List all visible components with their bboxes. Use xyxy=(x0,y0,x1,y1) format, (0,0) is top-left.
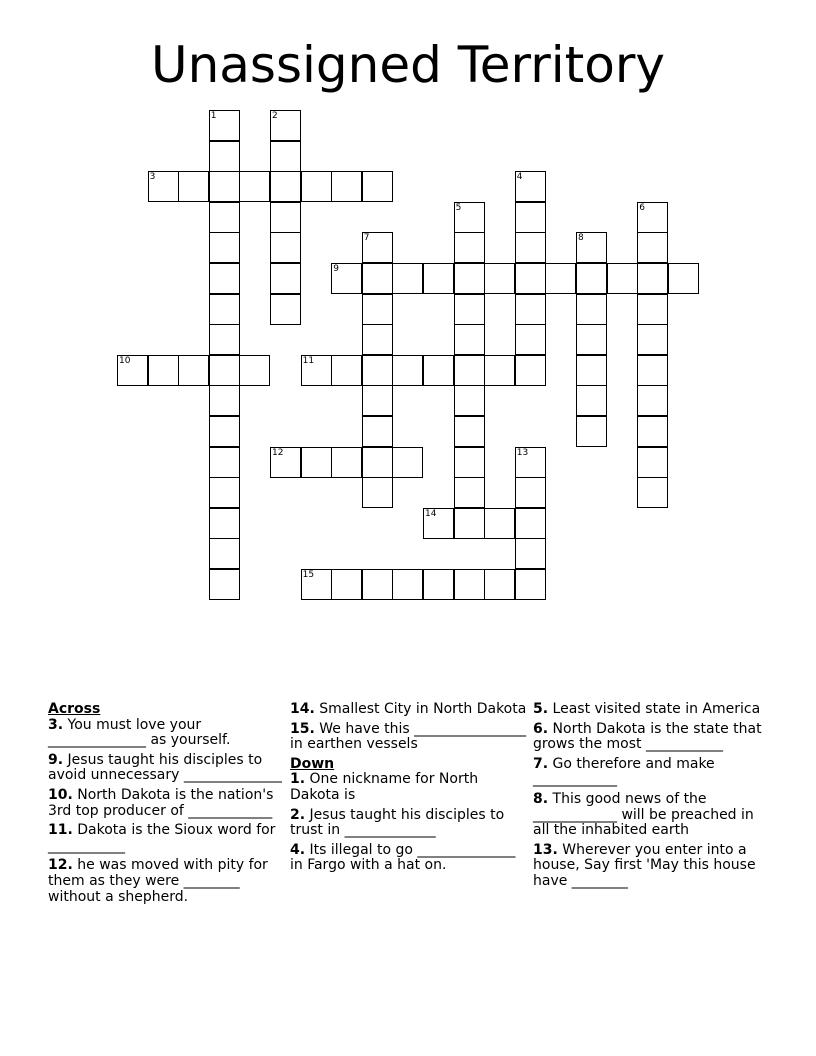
grid-cell[interactable] xyxy=(607,263,638,294)
grid-cell[interactable] xyxy=(637,232,668,263)
grid-cell[interactable] xyxy=(117,355,148,386)
grid-cell[interactable] xyxy=(515,202,546,233)
grid-cell[interactable] xyxy=(637,202,668,233)
grid-cell[interactable] xyxy=(209,202,240,233)
grid-cell[interactable] xyxy=(515,569,546,600)
grid-cell[interactable] xyxy=(209,508,240,539)
grid-cell[interactable] xyxy=(331,263,362,294)
clue-across-15: 15. We have this ________________ in earthen vessels xyxy=(290,720,527,753)
grid-cell[interactable] xyxy=(209,263,240,294)
grid-cell[interactable] xyxy=(209,324,240,355)
grid-cell[interactable] xyxy=(209,171,240,202)
grid-cell[interactable] xyxy=(454,294,485,325)
clue-down-4: 4. Its illegal to go ______________ in Fargo with a hat on. xyxy=(290,841,516,874)
grid-cell[interactable] xyxy=(484,263,515,294)
grid-cell[interactable] xyxy=(515,447,546,478)
grid-cell[interactable] xyxy=(209,232,240,263)
grid-cell[interactable] xyxy=(331,171,362,202)
grid-cell[interactable] xyxy=(239,355,270,386)
grid-cell[interactable] xyxy=(637,355,668,386)
clue-across-10: 10. North Dakota is the nation's 3rd top producer of ____________ xyxy=(48,786,274,819)
clue-column-1 xyxy=(48,702,288,909)
grid-cell[interactable] xyxy=(576,263,607,294)
grid-cell[interactable] xyxy=(148,171,179,202)
clue-number: 14 xyxy=(425,508,437,519)
clue-number: 10 xyxy=(119,355,131,366)
grid-cell[interactable] xyxy=(270,263,301,294)
grid-cell[interactable] xyxy=(209,416,240,447)
clue-across-11: 11. Dakota is the Sioux word for ___________ xyxy=(48,822,276,854)
grid-cell[interactable] xyxy=(515,538,546,569)
grid-cell[interactable] xyxy=(270,141,301,172)
grid-cell[interactable] xyxy=(576,355,607,386)
clue-down-7: 7. Go therefore and make ____________ xyxy=(533,755,715,788)
grid-cell[interactable] xyxy=(637,447,668,478)
grid-cell[interactable] xyxy=(515,355,546,386)
grid-cell[interactable] xyxy=(301,569,332,600)
grid-cell[interactable] xyxy=(270,294,301,325)
grid-cell[interactable] xyxy=(362,569,393,600)
clue-number: 11 xyxy=(302,355,315,366)
down-heading: Down xyxy=(290,755,335,772)
grid-cell[interactable] xyxy=(209,569,240,600)
grid-cell[interactable] xyxy=(209,447,240,478)
grid-cell[interactable] xyxy=(515,171,546,202)
clue-number: 7 xyxy=(363,233,370,244)
grid-cell[interactable] xyxy=(637,324,668,355)
grid-cell[interactable] xyxy=(209,385,240,416)
grid-cell[interactable] xyxy=(454,385,485,416)
grid-cell[interactable] xyxy=(484,569,515,600)
grid-cell[interactable] xyxy=(209,355,240,386)
grid-cell[interactable] xyxy=(362,232,393,263)
grid-cell[interactable] xyxy=(178,355,209,386)
grid-cell[interactable] xyxy=(484,508,515,539)
clue-number: 3 xyxy=(149,172,156,183)
clue-number: 2 xyxy=(272,111,278,121)
grid-cell[interactable] xyxy=(148,355,179,386)
clue-across-3: 3. You must love your ______________ as yourself. xyxy=(48,716,231,749)
grid-cell[interactable] xyxy=(270,110,301,141)
grid-cell[interactable] xyxy=(576,232,607,263)
grid-cell[interactable] xyxy=(270,202,301,233)
grid-cell[interactable] xyxy=(454,263,485,294)
clue-number: 1 xyxy=(210,111,217,121)
grid-cell[interactable] xyxy=(301,447,332,478)
grid-cell[interactable] xyxy=(454,477,485,508)
grid-cell[interactable] xyxy=(301,355,332,386)
clue-number: 12 xyxy=(272,447,284,458)
grid-cell[interactable] xyxy=(178,171,209,202)
grid-cell[interactable] xyxy=(331,355,362,386)
grid-cell[interactable] xyxy=(209,294,240,325)
clue-down-1: 1. One nickname for North Dakota is xyxy=(290,771,479,803)
grid-cell[interactable] xyxy=(239,171,270,202)
clue-across-9: 9. Jesus taught his disciples to avoid unnecessary ______________ xyxy=(48,751,282,784)
clue-down-2: 2. Jesus taught his disciples to trust in _____________ xyxy=(290,806,505,839)
grid-cell[interactable] xyxy=(545,263,576,294)
grid-cell[interactable] xyxy=(454,416,485,447)
grid-cell[interactable] xyxy=(392,569,423,600)
clue-across-12: 12. he was moved with pity for them as they were ________ without a shepherd. xyxy=(48,857,268,905)
grid-cell[interactable] xyxy=(362,324,393,355)
grid-cell[interactable] xyxy=(209,477,240,508)
clue-down-5: 5. Least visited state in America xyxy=(533,701,761,717)
grid-cell[interactable] xyxy=(576,324,607,355)
grid-cell[interactable] xyxy=(423,263,454,294)
grid-cell[interactable] xyxy=(454,202,485,233)
clue-down-13: 13. Wherever you enter into a house, Say first 'May this house have ________ xyxy=(533,841,756,889)
clue-number: 5 xyxy=(455,202,462,213)
grid-cell[interactable] xyxy=(454,232,485,263)
grid-cell[interactable] xyxy=(301,171,332,202)
grid-cell[interactable] xyxy=(423,569,454,600)
clue-number: 13 xyxy=(516,447,529,458)
grid-cell[interactable] xyxy=(392,355,423,386)
grid-cell[interactable] xyxy=(362,447,393,478)
grid-cell[interactable] xyxy=(668,263,699,294)
clue-number: 4 xyxy=(516,172,523,183)
clue-number: 9 xyxy=(333,264,339,274)
grid-cell[interactable] xyxy=(484,355,515,386)
clue-number: 15 xyxy=(302,570,315,580)
grid-cell[interactable] xyxy=(362,477,393,508)
puzzle-title: Unassigned Territory xyxy=(150,36,665,94)
grid-cell[interactable] xyxy=(209,110,240,141)
grid-cell[interactable] xyxy=(362,263,393,294)
clue-across-14: 14. Smallest City in North Dakota xyxy=(290,701,527,717)
grid-cell[interactable] xyxy=(270,232,301,263)
grid-cell[interactable] xyxy=(392,447,423,478)
clue-column-2 xyxy=(290,702,530,878)
grid-cell[interactable] xyxy=(515,477,546,508)
grid-cell[interactable] xyxy=(515,508,546,539)
grid-cell[interactable] xyxy=(576,385,607,416)
grid-cell[interactable] xyxy=(637,477,668,508)
grid-cell[interactable] xyxy=(515,232,546,263)
grid-cell[interactable] xyxy=(392,263,423,294)
grid-cell[interactable] xyxy=(209,538,240,569)
across-heading: Across xyxy=(48,701,101,717)
grid-cell[interactable] xyxy=(454,324,485,355)
grid-cell[interactable] xyxy=(576,416,607,447)
grid-cell[interactable] xyxy=(515,263,546,294)
clue-column-3 xyxy=(533,702,773,894)
grid-cell[interactable] xyxy=(270,171,301,202)
grid-cell[interactable] xyxy=(362,355,393,386)
grid-cell[interactable] xyxy=(362,385,393,416)
clue-number: 6 xyxy=(639,202,645,213)
grid-cell[interactable] xyxy=(454,508,485,539)
grid-cell[interactable] xyxy=(362,416,393,447)
grid-cell[interactable] xyxy=(637,416,668,447)
clue-number: 8 xyxy=(578,233,584,244)
grid-cell[interactable] xyxy=(576,294,607,325)
clue-down-8: 8. This good news of the ____________ will be preached in all the inhabited earth xyxy=(533,790,754,839)
grid-cell[interactable] xyxy=(423,355,454,386)
grid-cell[interactable] xyxy=(515,324,546,355)
grid-cell[interactable] xyxy=(331,569,362,600)
grid-cell[interactable] xyxy=(270,447,301,478)
grid-cell[interactable] xyxy=(454,447,485,478)
grid-cell[interactable] xyxy=(637,263,668,294)
grid-cell[interactable] xyxy=(454,569,485,600)
grid-cell[interactable] xyxy=(423,508,454,539)
grid-cell[interactable] xyxy=(515,294,546,325)
grid-cell[interactable] xyxy=(637,385,668,416)
clue-down-6: 6. North Dakota is the state that grows the most ___________ xyxy=(533,720,762,753)
grid-cell[interactable] xyxy=(637,294,668,325)
grid-cell[interactable] xyxy=(362,171,393,202)
grid-cell[interactable] xyxy=(331,447,362,478)
grid-cell[interactable] xyxy=(209,141,240,172)
grid-cell[interactable] xyxy=(454,355,485,386)
grid-cell[interactable] xyxy=(362,294,393,325)
